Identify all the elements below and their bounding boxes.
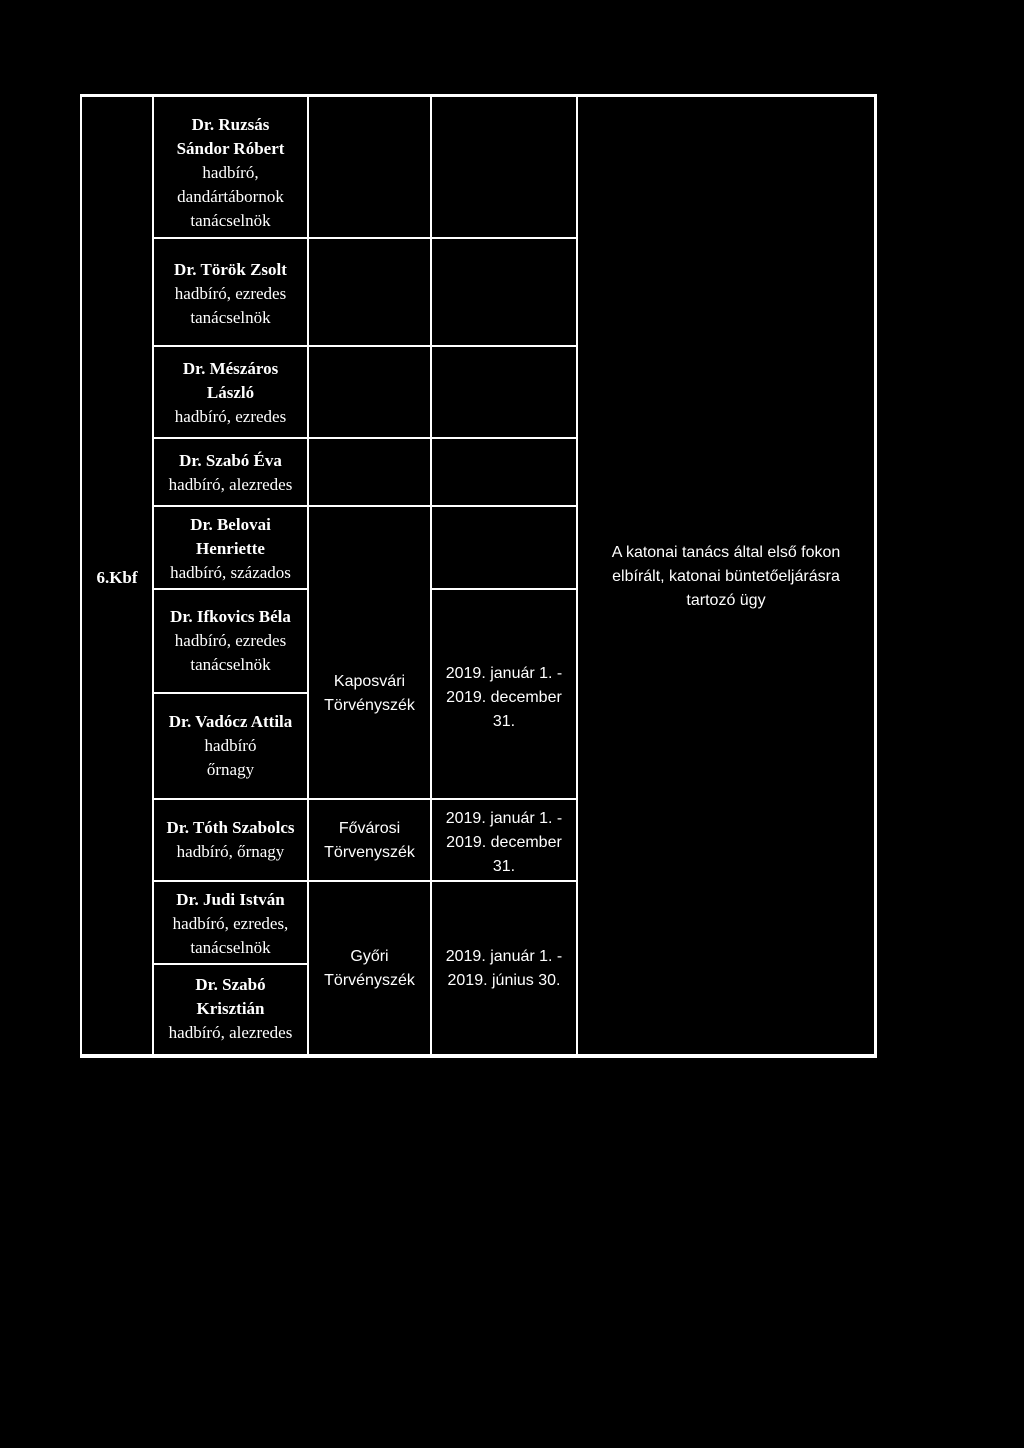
- judge-cell: Dr. Belovai Henriette hadbíró, százados: [170, 515, 291, 582]
- judge-cell: Dr. Vadócz Attila hadbíró őrnagy: [168, 712, 293, 779]
- court-cell: Fővárosi Törvenyszék: [324, 820, 415, 861]
- court-cell: Kaposvári Törvényszék: [324, 673, 415, 714]
- judge-cell: Dr. Tóth Szabolcs hadbíró, őrnagy: [166, 818, 295, 861]
- judge-cell: Dr. Mészáros László hadbíró, ezredes: [174, 359, 287, 426]
- judge-cell: Dr. Judi István hadbíró, ezredes, tanácselnök: [172, 890, 289, 957]
- judge-cell: Dr. Szabó Krisztián hadbíró, alezredes: [168, 975, 293, 1042]
- judge-cell: Dr. Ruzsás Sándor Róbert hadbíró, dandártábornok tanácselnök: [176, 115, 285, 230]
- unit-label: 6.Kbf: [96, 568, 138, 587]
- period-cell: 2019. január 1. - 2019. december 31.: [445, 810, 563, 875]
- judge-cell: Dr. Ifkovics Béla hadbíró, ezredes tanácselnök: [170, 607, 291, 674]
- period-cell: 2019. január 1. - 2019. december 31.: [445, 665, 563, 730]
- period-cell: 2019. január 1. - 2019. június 30.: [445, 948, 563, 989]
- judge-cell: Dr. Szabó Éva hadbíró, alezredes: [168, 451, 293, 494]
- court-cell: Győri Törvényszék: [324, 948, 415, 989]
- case-type-cell: A katonai tanács által első fokon elbírált, katonai büntetőeljárásra tartozó ügy: [611, 544, 841, 609]
- judge-cell: Dr. Török Zsolt hadbíró, ezredes tanácselnök: [174, 260, 287, 327]
